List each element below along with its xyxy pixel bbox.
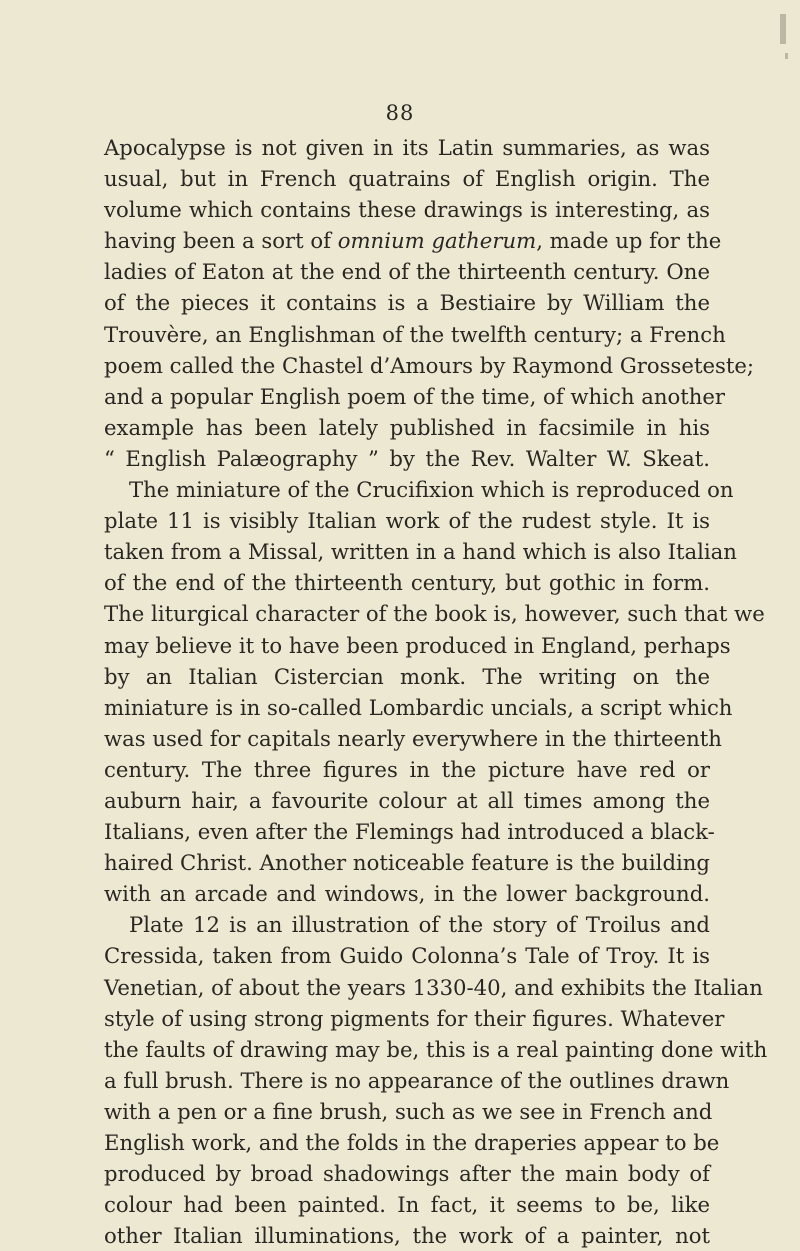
text-line — [104, 287, 710, 318]
text-segment: Apocalypse is not given in its Latin summaries, as was — [104, 135, 710, 160]
text-line — [104, 256, 710, 287]
text-segment: produced by broad shadowings after the main body of — [104, 1161, 710, 1187]
text-line — [104, 816, 715, 847]
text-segment: style of using strong pigments for their figures. Whatever — [104, 1005, 725, 1031]
text-line — [104, 598, 765, 629]
text-segment: usual, but in French quatrains of English origin. The — [104, 166, 710, 192]
text-line — [104, 692, 733, 723]
text-line — [104, 163, 710, 194]
text-line — [104, 1003, 725, 1034]
text-line — [104, 443, 710, 474]
text-line — [104, 567, 710, 598]
text-line — [104, 1189, 710, 1220]
text-segment: “ English Palæography ” by the Rev. Walter W. Skeat. — [104, 445, 710, 471]
text-line — [104, 505, 710, 536]
italic-phrase: omnium gatherum — [337, 228, 537, 254]
text-line — [104, 785, 710, 816]
text-segment: having been a sort of — [104, 228, 338, 254]
text-segment: ladies of Eaton at the end of the thirteenth century. One — [104, 259, 710, 285]
text-line — [104, 847, 710, 878]
text-line — [104, 319, 726, 350]
text-segment: miniature is in so-called Lombardic uncials, a script which — [104, 694, 733, 720]
text-line — [104, 1065, 730, 1096]
text-line — [104, 412, 710, 443]
text-segment: poem called the Chastel d’Amours by Raymond Grosseteste; — [104, 352, 755, 378]
text-line — [104, 723, 722, 754]
text-line — [104, 350, 755, 381]
text-line — [104, 1158, 710, 1189]
text-line — [104, 225, 722, 256]
text-line — [104, 909, 710, 940]
text-segment: Venetian, of about the years 1330-40, and exhibits the Italian — [104, 974, 763, 1000]
text-segment: example has been lately published in facsimile in his — [104, 414, 710, 440]
text-segment: taken from a Missal, written in a hand which is also Italian — [104, 539, 737, 565]
page-number: 88 — [385, 101, 415, 125]
text-segment: century. The three figures in the picture have red or — [104, 756, 710, 782]
scan-mark — [780, 14, 786, 44]
text-segment: of the pieces it contains is a Bestiaire by William the — [104, 290, 710, 316]
text-segment: was used for capitals nearly everywhere in the thirteenth — [104, 725, 722, 751]
text-segment: The miniature of the Crucifixion which is reproduced on — [129, 477, 734, 503]
text-line — [104, 630, 731, 661]
text-line — [104, 194, 710, 225]
text-segment: the faults of drawing may be, this is a real painting done with — [104, 1036, 768, 1062]
text-segment: Cressida, taken from Guido Colonna’s Tale of Troy. It is — [104, 943, 710, 969]
text-line — [104, 940, 710, 971]
text-segment: volume which contains these drawings is interesting, as — [104, 197, 710, 223]
body-text — [104, 132, 768, 1251]
text-segment: English work, and the folds in the draperies appear to be — [104, 1130, 720, 1155]
text-line — [104, 132, 710, 163]
text-segment: and a popular English poem of the time, of which another — [104, 383, 726, 409]
text-segment: Trouvère, an Englishman of the twelfth century; a French — [104, 321, 726, 347]
text-segment: , made up for the — [536, 228, 722, 254]
scan-mark — [785, 53, 788, 59]
text-segment: haired Christ. Another noticeable feature is the building — [104, 850, 710, 876]
text-line — [104, 661, 710, 692]
text-line — [104, 1127, 720, 1158]
text-segment: a full brush. There is no appearance of the outlines drawn — [104, 1067, 730, 1093]
text-line — [104, 754, 710, 785]
text-segment: colour had been painted. In fact, it seems to be, like — [104, 1192, 710, 1218]
text-line — [104, 878, 710, 909]
text-segment: The liturgical character of the book is, however, such that we — [104, 601, 765, 627]
text-segment: may believe it to have been produced in England, perhaps — [104, 632, 731, 658]
text-line — [104, 536, 737, 567]
text-line — [104, 474, 734, 505]
text-segment: by an Italian Cistercian monk. The writing on the — [104, 663, 710, 689]
text-line — [104, 1034, 768, 1065]
text-line — [104, 1220, 710, 1251]
text-segment: plate 11 is visibly Italian work of the rudest style. It is — [104, 508, 710, 534]
text-segment: with a pen or a fine brush, such as we see in French and — [104, 1098, 713, 1124]
text-line — [104, 972, 763, 1003]
text-segment: auburn hair, a favourite colour at all times among the — [104, 787, 710, 813]
text-segment: with an arcade and windows, in the lower background. — [104, 881, 710, 907]
text-line — [104, 1096, 713, 1127]
text-segment: Italians, even after the Flemings had introduced a black- — [104, 819, 715, 845]
text-segment: Plate 12 is an illustration of the story of Troilus and — [129, 912, 710, 938]
text-segment: other Italian illuminations, the work of a painter, not — [104, 1223, 710, 1249]
text-line — [104, 381, 726, 412]
text-segment: of the end of the thirteenth century, but gothic in form. — [104, 570, 710, 596]
